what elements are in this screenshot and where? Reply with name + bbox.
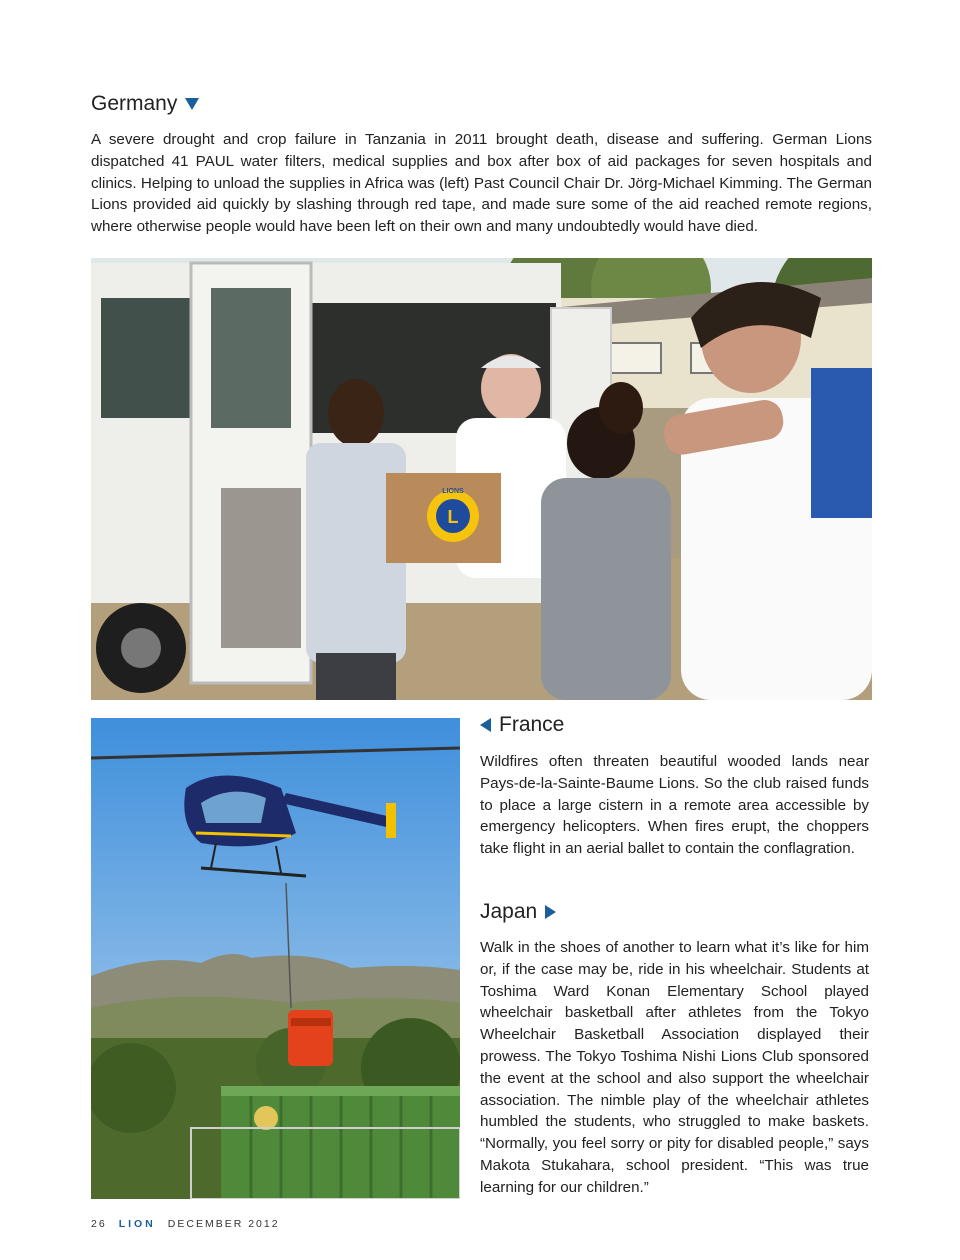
france-heading-text: France xyxy=(499,713,565,736)
france-photo xyxy=(91,718,460,1199)
page-number: 26 xyxy=(91,1218,107,1230)
germany-heading-text: Germany xyxy=(91,92,178,115)
lions-box-logo-text: LIONS xyxy=(442,488,464,495)
japan-paragraph: Walk in the shoes of another to learn what it’s like for him or, if the case may be, ride in his wheelchair. Students at Toshima Ward Konan Elementary School played wheelchair basketball after athletes from the Tokyo Wheelchair Basketball Association displayed their prowess. The Tokyo Toshima Nishi Lions Club sponsored the event at the school and also support the wheelchair association. The nimble play of the wheelchair athletes humbled the students, who struggled to make baskets. “Normally, you feel sorry or pity for disabled people,” says Makota Stukahara, school president. “This was true learning for our children.” xyxy=(480,939,869,1196)
triangle-right-icon xyxy=(545,905,556,919)
france-paragraph: Wildfires often threaten beautiful wooded lands near Pays-de-la-Sainte-Baume Lions. So the club raised funds to place a large cistern in a remote area accessible by emergency helicopters. When fires erupt, the choppers take flight in an aerial ballet to contain the conflagration. xyxy=(480,753,869,858)
germany-photo xyxy=(91,258,872,700)
triangle-down-icon xyxy=(185,98,199,110)
issue-date: DECEMBER 2012 xyxy=(167,1218,280,1230)
france-photo-illustration xyxy=(91,718,460,1199)
france-heading xyxy=(480,714,564,735)
page-footer xyxy=(91,1218,280,1230)
triangle-left-icon xyxy=(480,718,491,732)
japan-heading-text: Japan xyxy=(480,900,538,923)
germany-heading xyxy=(91,93,199,114)
lions-box-logo-letter: L xyxy=(447,507,459,527)
magazine-name: LION xyxy=(118,1218,156,1230)
japan-heading xyxy=(480,901,556,922)
germany-paragraph: A severe drought and crop failure in Tanzania in 2011 brought death, disease and suffering. German Lions dispatched 41 PAUL water filters, medical supplies and box after box of aid packages for seven hospitals and clinics. Helping to unload the supplies in Africa was (left) Past Council Chair Dr. Jörg-Michael Kimming. The German Lions provided aid quickly by slashing through red tape, and made sure some of the aid reached remote regions, where otherwise people would have been left on their own and many undoubtedly would have died. xyxy=(91,131,872,236)
germany-photo-illustration xyxy=(91,258,872,700)
